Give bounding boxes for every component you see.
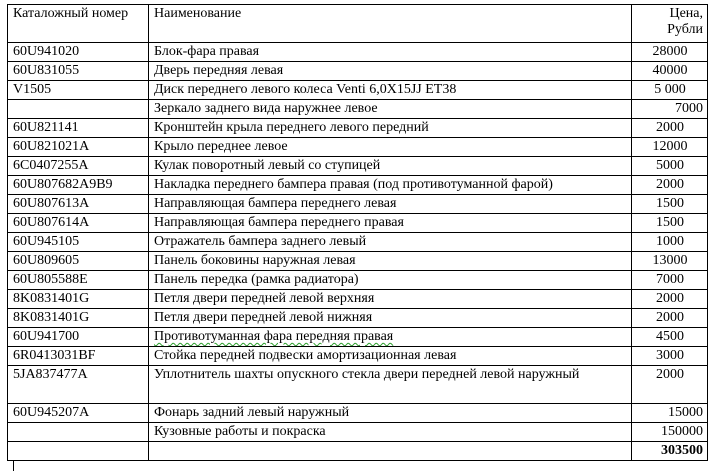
catalog-number-cell: 5JA837477A: [8, 366, 149, 404]
header-price: Цена, Рубли: [632, 5, 708, 43]
catalog-number-cell: 60U807614A: [8, 214, 149, 233]
part-name-cell: Уплотнитель шахты опускного стекла двери передней левой наружный: [149, 366, 632, 404]
table-header-row: [8, 5, 708, 43]
catalog-number-cell: 60U945105: [8, 233, 149, 252]
table-row: [8, 176, 708, 195]
table-row: [8, 423, 708, 442]
price-cell: 5000: [632, 157, 708, 176]
price-cell: 7000: [632, 271, 708, 290]
table-row: [8, 328, 708, 347]
table-row: [8, 157, 708, 176]
price-cell: 2000: [632, 176, 708, 195]
part-name-cell: Зеркало заднего вида наружнее левое: [149, 100, 632, 119]
catalog-number-cell: 60U941700: [8, 328, 149, 347]
part-name-cell: Петля двери передней левой нижняя: [149, 309, 632, 328]
text-cursor: [13, 460, 14, 471]
table-row: [8, 214, 708, 233]
catalog-number-cell: 60U821021A: [8, 138, 149, 157]
price-cell: 2000: [632, 309, 708, 328]
table-row: [8, 81, 708, 100]
part-name-cell: Крыло переднее левое: [149, 138, 632, 157]
catalog-number-cell: [8, 100, 149, 119]
table-row: [8, 290, 708, 309]
catalog-number-cell: 8K0831401G: [8, 290, 149, 309]
catalog-number-cell: 60U807613A: [8, 195, 149, 214]
header-catalog-number: Каталожный номер: [8, 5, 149, 43]
total-empty-cell: [149, 442, 632, 461]
price-cell: 7000: [632, 100, 708, 119]
table-row: [8, 233, 708, 252]
part-name-cell: Петля двери передней левой верхняя: [149, 290, 632, 309]
catalog-number-cell: 60U809605: [8, 252, 149, 271]
part-name-cell: Фонарь задний левый наружный: [149, 404, 632, 423]
part-name-cell: Отражатель бампера заднего левый: [149, 233, 632, 252]
part-name-cell: Панель боковины наружная левая: [149, 252, 632, 271]
header-name: Наименование: [149, 5, 632, 43]
price-cell: 13000: [632, 252, 708, 271]
table-row: [8, 366, 708, 404]
table-row: [8, 404, 708, 423]
table-row: [8, 252, 708, 271]
price-cell: 2000: [632, 119, 708, 138]
parts-price-table: [7, 4, 708, 461]
price-cell: 12000: [632, 138, 708, 157]
price-cell: 1000: [632, 233, 708, 252]
table-row: [8, 138, 708, 157]
price-cell: 40000: [632, 62, 708, 81]
total-price-cell: 303500: [632, 442, 708, 461]
price-cell: 1500: [632, 214, 708, 233]
catalog-number-cell: 60U807682A9B9: [8, 176, 149, 195]
catalog-number-cell: 60U805588E: [8, 271, 149, 290]
part-name-cell: Кузовные работы и покраска: [149, 423, 632, 442]
part-name-cell: Стойка передней подвески амортизационная левая: [149, 347, 632, 366]
catalog-number-cell: 60U941020: [8, 43, 149, 62]
price-cell: 15000: [632, 404, 708, 423]
table-row: [8, 195, 708, 214]
price-cell: 4500: [632, 328, 708, 347]
table-row: [8, 119, 708, 138]
part-name-cell: Дверь передняя левая: [149, 62, 632, 81]
table-row: [8, 62, 708, 81]
price-cell: 2000: [632, 290, 708, 309]
table-row: [8, 347, 708, 366]
part-name-cell: [149, 43, 632, 62]
catalog-number-cell: V1505: [8, 81, 149, 100]
total-empty-cell: [8, 442, 149, 461]
part-name-cell: Кронштейн крыла переднего левого передний: [149, 119, 632, 138]
part-name-cell: Направляющая бампера переднего правая: [149, 214, 632, 233]
part-name-cell: Диск переднего левого колеса Venti 6,0X15JJ ET38: [149, 81, 632, 100]
catalog-number-cell: 60U821141: [8, 119, 149, 138]
table-row: [8, 309, 708, 328]
catalog-number-cell: 60U945207A: [8, 404, 149, 423]
price-cell: 28000: [632, 43, 708, 62]
part-name-cell: Кулак поворотный левый со ступицей: [149, 157, 632, 176]
price-cell: 5 000: [632, 81, 708, 100]
part-name-cell: Панель передка (рамка радиатора): [149, 271, 632, 290]
table-row: [8, 271, 708, 290]
price-cell: 150000: [632, 423, 708, 442]
part-name-text: Противотуманная фара передняя правая: [154, 329, 394, 344]
price-cell: 3000: [632, 347, 708, 366]
part-name-cell: Направляющая бампера переднего левая: [149, 195, 632, 214]
total-row: [8, 442, 708, 461]
part-name-cell: [149, 328, 632, 347]
table-row: [8, 43, 708, 62]
catalog-number-cell: 60U831055: [8, 62, 149, 81]
catalog-number-cell: 6R0413031BF: [8, 347, 149, 366]
part-name-text: Блок-фара правая: [154, 44, 260, 59]
catalog-number-cell: 8K0831401G: [8, 309, 149, 328]
catalog-number-cell: 6C0407255A: [8, 157, 149, 176]
price-cell: 1500: [632, 195, 708, 214]
part-name-cell: Накладка переднего бампера правая (под противотуманной фарой): [149, 176, 632, 195]
price-cell: 2000: [632, 366, 708, 404]
catalog-number-cell: [8, 423, 149, 442]
table-row: [8, 100, 708, 119]
